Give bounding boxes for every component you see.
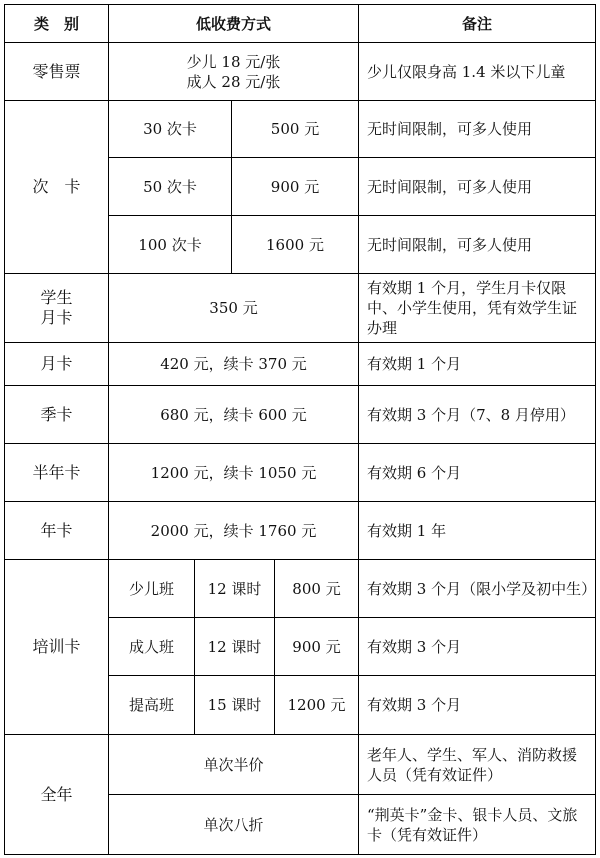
training-remark: 有效期 3 个月 [358, 675, 596, 735]
training-class-name: 成人班 [108, 617, 195, 676]
times-card-price: 500 元 [231, 100, 359, 158]
times-card-remark: 无时间限制，可多人使用 [358, 215, 596, 274]
all-year-remark: “荆英卡”金卡、银卡人员、文旅卡（凭有效证件） [358, 794, 596, 855]
quarterly-category: 季卡 [4, 385, 109, 444]
all-year-discount: 单次半价 [108, 734, 359, 795]
all-year-category: 全年 [4, 734, 109, 855]
monthly-category: 月卡 [4, 342, 109, 386]
all-year-remark: 老年人、学生、军人、消防救援人员（凭有效证件） [358, 734, 596, 795]
training-price: 1200 元 [274, 675, 359, 735]
training-price: 900 元 [274, 617, 359, 676]
times-card-remark: 无时间限制，可多人使用 [358, 100, 596, 158]
training-hours: 12 课时 [194, 617, 275, 676]
half-year-price: 1200 元，续卡 1050 元 [108, 443, 359, 502]
times-card-price: 1600 元 [231, 215, 359, 274]
header-remark: 备注 [358, 4, 596, 43]
training-remark: 有效期 3 个月（限小学及初中生） [358, 559, 596, 618]
retail-price: 少儿 18 元/张 成人 28 元/张 [108, 42, 359, 101]
student-monthly-category: 学生 月卡 [4, 273, 109, 343]
times-card-remark: 无时间限制，可多人使用 [358, 157, 596, 216]
times-card-price: 900 元 [231, 157, 359, 216]
all-year-discount: 单次八折 [108, 794, 359, 855]
training-remark: 有效期 3 个月 [358, 617, 596, 676]
times-card-name: 50 次卡 [108, 157, 232, 216]
training-hours: 12 课时 [194, 559, 275, 618]
training-hours: 15 课时 [194, 675, 275, 735]
half-year-remark: 有效期 6 个月 [358, 443, 596, 502]
times-card-name: 30 次卡 [108, 100, 232, 158]
retail-category: 零售票 [4, 42, 109, 101]
monthly-remark: 有效期 1 个月 [358, 342, 596, 386]
quarterly-price: 680 元，续卡 600 元 [108, 385, 359, 444]
training-class-name: 少儿班 [108, 559, 195, 618]
training-price: 800 元 [274, 559, 359, 618]
header-method: 低收费方式 [108, 4, 359, 43]
yearly-price: 2000 元，续卡 1760 元 [108, 501, 359, 560]
times-card-category: 次 卡 [4, 100, 109, 274]
times-card-name: 100 次卡 [108, 215, 232, 274]
quarterly-remark: 有效期 3 个月（7、8 月停用） [358, 385, 596, 444]
monthly-price: 420 元，续卡 370 元 [108, 342, 359, 386]
yearly-remark: 有效期 1 年 [358, 501, 596, 560]
student-monthly-remark: 有效期 1 个月，学生月卡仅限中、小学生使用，凭有效学生证办理 [358, 273, 596, 343]
training-class-name: 提高班 [108, 675, 195, 735]
retail-remark: 少儿仅限身高 1.4 米以下儿童 [358, 42, 596, 101]
student-monthly-price: 350 元 [108, 273, 359, 343]
header-category: 类 别 [4, 4, 109, 43]
yearly-category: 年卡 [4, 501, 109, 560]
half-year-category: 半年卡 [4, 443, 109, 502]
training-category: 培训卡 [4, 559, 109, 735]
